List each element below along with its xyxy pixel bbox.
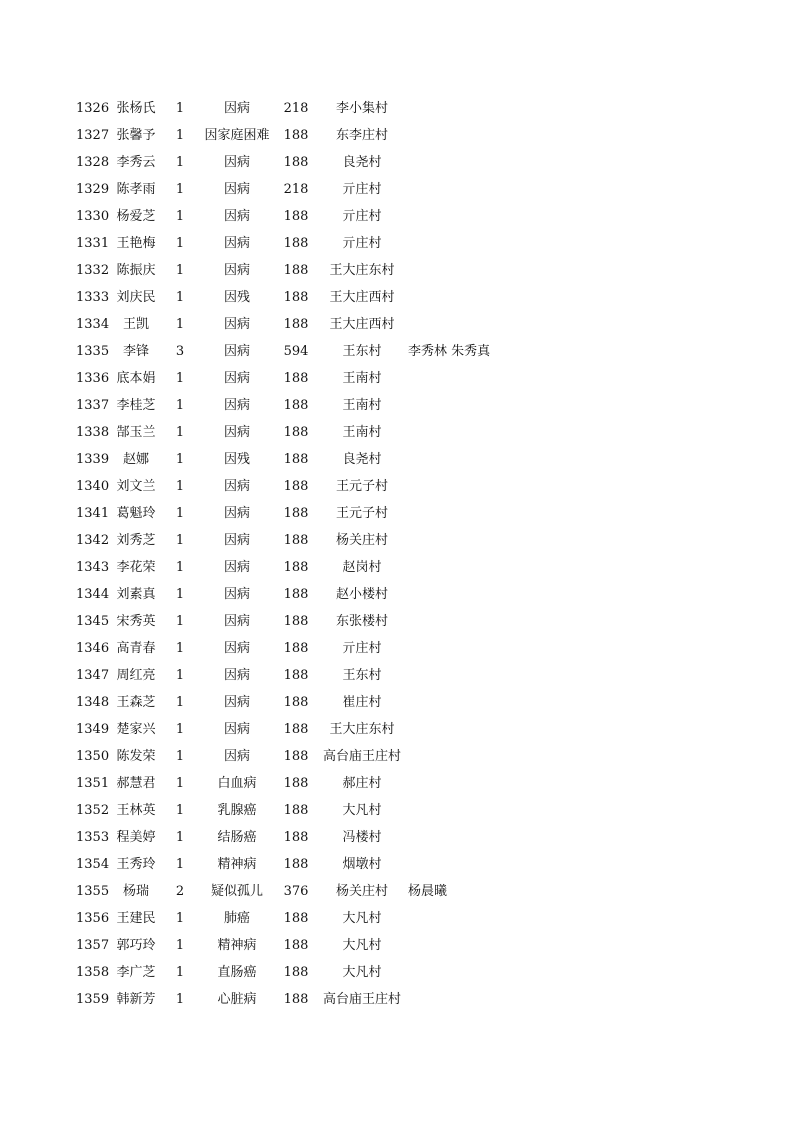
household-count: 1 [175, 560, 185, 575]
table-row [0, 96, 793, 123]
village-name: 赵小楼村 [335, 587, 388, 602]
village-name: 王大庄东村 [329, 722, 395, 737]
household-count: 1 [175, 803, 185, 818]
village-name: 王元子村 [335, 506, 388, 521]
person-name: 底本娟 [116, 371, 156, 386]
record-id: 1345 [76, 614, 110, 629]
aid-reason: 因病 [223, 533, 250, 548]
village-name: 东李庄村 [335, 128, 388, 143]
household-count: 1 [175, 155, 185, 170]
record-id: 1335 [76, 344, 110, 359]
person-name: 李锋 [122, 344, 149, 359]
aid-amount: 188 [283, 938, 309, 953]
household-count: 1 [175, 911, 185, 926]
aid-amount: 188 [283, 371, 309, 386]
aid-amount: 188 [283, 209, 309, 224]
table-row [0, 285, 793, 312]
aid-amount: 188 [283, 398, 309, 413]
aid-amount: 188 [283, 452, 309, 467]
village-name: 王大庄东村 [329, 263, 395, 278]
household-count: 1 [175, 182, 185, 197]
household-count: 1 [175, 425, 185, 440]
person-name: 杨瑞 [122, 884, 149, 899]
record-id: 1359 [76, 992, 110, 1007]
household-count: 1 [175, 641, 185, 656]
aid-reason: 因病 [223, 668, 250, 683]
household-count: 1 [175, 695, 185, 710]
person-name: 陈振庆 [116, 263, 156, 278]
household-count: 1 [175, 830, 185, 845]
aid-amount: 594 [283, 344, 309, 359]
person-name: 王凯 [122, 317, 149, 332]
household-count: 1 [175, 317, 185, 332]
record-id: 1340 [76, 479, 110, 494]
aid-reason: 因病 [223, 749, 250, 764]
person-name: 郭巧玲 [116, 938, 156, 953]
village-name: 良尧村 [342, 155, 382, 170]
aid-amount: 188 [283, 236, 309, 251]
aid-amount: 218 [283, 182, 309, 197]
record-id: 1354 [76, 857, 110, 872]
person-name: 李秀云 [116, 155, 156, 170]
aid-amount: 188 [283, 128, 309, 143]
person-name: 周红亮 [116, 668, 156, 683]
household-count: 1 [175, 236, 185, 251]
person-name: 高青春 [116, 641, 156, 656]
person-name: 王林英 [116, 803, 156, 818]
village-name: 亓庄村 [342, 182, 382, 197]
person-name: 王艳梅 [116, 236, 156, 251]
aid-amount: 188 [283, 992, 309, 1007]
aid-reason: 疑似孤儿 [210, 884, 263, 899]
village-name: 赵岗村 [342, 560, 382, 575]
aid-amount: 188 [283, 533, 309, 548]
aid-reason: 肺癌 [223, 911, 250, 926]
record-id: 1346 [76, 641, 110, 656]
table-row [0, 771, 793, 798]
aid-amount: 188 [283, 803, 309, 818]
aid-amount: 188 [283, 695, 309, 710]
aid-amount: 188 [283, 641, 309, 656]
person-name: 王森芝 [116, 695, 156, 710]
village-name: 崔庄村 [342, 695, 382, 710]
household-count: 1 [175, 857, 185, 872]
person-name: 刘文兰 [116, 479, 156, 494]
person-name: 程美婷 [116, 830, 156, 845]
village-name: 王南村 [342, 398, 382, 413]
aid-amount: 188 [283, 614, 309, 629]
aid-reason: 精神病 [217, 938, 257, 953]
household-count: 1 [175, 101, 185, 116]
person-name: 张馨予 [116, 128, 156, 143]
person-name: 张杨氏 [116, 101, 156, 116]
aid-reason: 因病 [223, 722, 250, 737]
person-name: 陈发荣 [116, 749, 156, 764]
aid-amount: 188 [283, 776, 309, 791]
village-name: 大凡村 [342, 911, 382, 926]
village-name: 王元子村 [335, 479, 388, 494]
person-name: 郝慧君 [116, 776, 156, 791]
aid-amount: 188 [283, 830, 309, 845]
record-id: 1357 [76, 938, 110, 953]
aid-reason: 因病 [223, 344, 250, 359]
table-row [0, 447, 793, 474]
household-count: 1 [175, 776, 185, 791]
aid-reason: 乳腺癌 [217, 803, 257, 818]
aid-amount: 188 [283, 317, 309, 332]
village-name: 王东村 [342, 344, 382, 359]
village-name: 亓庄村 [342, 641, 382, 656]
table-row [0, 474, 793, 501]
table-row [0, 690, 793, 717]
village-name: 烟墩村 [342, 857, 382, 872]
aid-amount: 188 [283, 290, 309, 305]
table-row [0, 204, 793, 231]
person-name: 刘秀芝 [116, 533, 156, 548]
table-row [0, 501, 793, 528]
table-row [0, 987, 793, 1014]
table-row [0, 420, 793, 447]
table-row [0, 636, 793, 663]
person-name: 葛魁玲 [116, 506, 156, 521]
village-name: 大凡村 [342, 965, 382, 980]
aid-amount: 188 [283, 722, 309, 737]
household-count: 1 [175, 614, 185, 629]
records-table [0, 96, 793, 1014]
table-row [0, 960, 793, 987]
village-name: 杨关庄村 [335, 533, 388, 548]
record-id: 1358 [76, 965, 110, 980]
table-row [0, 663, 793, 690]
aid-amount: 188 [283, 749, 309, 764]
aid-amount: 188 [283, 155, 309, 170]
person-name: 楚家兴 [116, 722, 156, 737]
household-count: 1 [175, 452, 185, 467]
aid-reason: 因家庭困难 [204, 128, 270, 143]
household-count: 1 [175, 965, 185, 980]
household-count: 3 [175, 344, 185, 359]
village-name: 李小集村 [335, 101, 388, 116]
aid-amount: 188 [283, 668, 309, 683]
record-id: 1331 [76, 236, 110, 251]
record-id: 1347 [76, 668, 110, 683]
table-row [0, 312, 793, 339]
aid-amount: 188 [283, 425, 309, 440]
person-name: 王秀玲 [116, 857, 156, 872]
record-id: 1333 [76, 290, 110, 305]
village-name: 亓庄村 [342, 236, 382, 251]
household-count: 1 [175, 479, 185, 494]
record-id: 1327 [76, 128, 110, 143]
record-id: 1337 [76, 398, 110, 413]
aid-amount: 188 [283, 506, 309, 521]
table-row [0, 339, 793, 366]
table-row [0, 366, 793, 393]
aid-reason: 因病 [223, 560, 250, 575]
aid-reason: 精神病 [217, 857, 257, 872]
aid-reason: 因病 [223, 614, 250, 629]
record-id: 1326 [76, 101, 110, 116]
aid-amount: 188 [283, 263, 309, 278]
aid-amount: 188 [283, 587, 309, 602]
aid-reason: 因病 [223, 371, 250, 386]
village-name: 王大庄西村 [329, 317, 395, 332]
table-row [0, 150, 793, 177]
aid-reason: 因病 [223, 209, 250, 224]
table-row [0, 231, 793, 258]
aid-reason: 因病 [223, 155, 250, 170]
table-row [0, 582, 793, 609]
person-name: 韩新芳 [116, 992, 156, 1007]
household-count: 1 [175, 371, 185, 386]
table-row [0, 609, 793, 636]
record-id: 1329 [76, 182, 110, 197]
person-name: 赵娜 [122, 452, 149, 467]
household-count: 1 [175, 506, 185, 521]
village-name: 良尧村 [342, 452, 382, 467]
aid-reason: 因病 [223, 425, 250, 440]
household-count: 1 [175, 290, 185, 305]
household-count: 2 [175, 884, 185, 899]
record-id: 1339 [76, 452, 110, 467]
table-row [0, 528, 793, 555]
person-name: 陈孝雨 [116, 182, 156, 197]
additional-members: 李秀林 朱秀真 [408, 344, 491, 359]
record-id: 1341 [76, 506, 110, 521]
aid-reason: 因病 [223, 695, 250, 710]
table-row [0, 879, 793, 906]
table-row [0, 825, 793, 852]
table-row [0, 798, 793, 825]
household-count: 1 [175, 209, 185, 224]
aid-amount: 188 [283, 857, 309, 872]
record-id: 1338 [76, 425, 110, 440]
aid-reason: 因病 [223, 236, 250, 251]
person-name: 李桂芝 [116, 398, 156, 413]
aid-reason: 因残 [223, 452, 250, 467]
village-name: 杨关庄村 [335, 884, 388, 899]
person-name: 李花荣 [116, 560, 156, 575]
record-id: 1351 [76, 776, 110, 791]
table-row [0, 906, 793, 933]
table-row [0, 933, 793, 960]
record-id: 1330 [76, 209, 110, 224]
village-name: 亓庄村 [342, 209, 382, 224]
village-name: 王南村 [342, 425, 382, 440]
village-name: 东张楼村 [335, 614, 388, 629]
household-count: 1 [175, 668, 185, 683]
village-name: 大凡村 [342, 803, 382, 818]
table-row [0, 123, 793, 150]
aid-amount: 188 [283, 911, 309, 926]
aid-reason: 因病 [223, 317, 250, 332]
household-count: 1 [175, 938, 185, 953]
record-id: 1352 [76, 803, 110, 818]
record-id: 1350 [76, 749, 110, 764]
record-id: 1342 [76, 533, 110, 548]
household-count: 1 [175, 398, 185, 413]
record-id: 1328 [76, 155, 110, 170]
record-id: 1336 [76, 371, 110, 386]
person-name: 王建民 [116, 911, 156, 926]
record-id: 1356 [76, 911, 110, 926]
village-name: 郝庄村 [342, 776, 382, 791]
village-name: 王南村 [342, 371, 382, 386]
record-id: 1353 [76, 830, 110, 845]
aid-reason: 直肠癌 [217, 965, 257, 980]
aid-reason: 因病 [223, 641, 250, 656]
household-count: 1 [175, 533, 185, 548]
household-count: 1 [175, 263, 185, 278]
aid-reason: 因病 [223, 398, 250, 413]
aid-amount: 218 [283, 101, 309, 116]
village-name: 高台庙王庄村 [322, 992, 401, 1007]
aid-reason: 因病 [223, 506, 250, 521]
village-name: 冯楼村 [342, 830, 382, 845]
village-name: 高台庙王庄村 [322, 749, 401, 764]
household-count: 1 [175, 749, 185, 764]
aid-reason: 因病 [223, 101, 250, 116]
village-name: 王大庄西村 [329, 290, 395, 305]
aid-reason: 因病 [223, 479, 250, 494]
record-id: 1349 [76, 722, 110, 737]
aid-reason: 结肠癌 [217, 830, 257, 845]
record-id: 1343 [76, 560, 110, 575]
aid-reason: 因病 [223, 263, 250, 278]
person-name: 李广芝 [116, 965, 156, 980]
village-name: 王东村 [342, 668, 382, 683]
household-count: 1 [175, 722, 185, 737]
person-name: 刘素真 [116, 587, 156, 602]
record-id: 1348 [76, 695, 110, 710]
table-row [0, 744, 793, 771]
person-name: 郜玉兰 [116, 425, 156, 440]
aid-reason: 白血病 [217, 776, 257, 791]
record-id: 1344 [76, 587, 110, 602]
household-count: 1 [175, 128, 185, 143]
record-id: 1334 [76, 317, 110, 332]
aid-amount: 188 [283, 560, 309, 575]
aid-amount: 376 [283, 884, 309, 899]
additional-members: 杨晨曦 [408, 884, 448, 899]
village-name: 大凡村 [342, 938, 382, 953]
aid-amount: 188 [283, 965, 309, 980]
aid-reason: 因病 [223, 587, 250, 602]
person-name: 宋秀英 [116, 614, 156, 629]
table-row [0, 177, 793, 204]
aid-reason: 心脏病 [217, 992, 257, 1007]
household-count: 1 [175, 992, 185, 1007]
table-row [0, 393, 793, 420]
table-row [0, 852, 793, 879]
table-row [0, 555, 793, 582]
table-row [0, 717, 793, 744]
person-name: 杨爱芝 [116, 209, 156, 224]
record-id: 1355 [76, 884, 110, 899]
aid-amount: 188 [283, 479, 309, 494]
person-name: 刘庆民 [116, 290, 156, 305]
table-row [0, 258, 793, 285]
aid-reason: 因残 [223, 290, 250, 305]
aid-reason: 因病 [223, 182, 250, 197]
household-count: 1 [175, 587, 185, 602]
record-id: 1332 [76, 263, 110, 278]
